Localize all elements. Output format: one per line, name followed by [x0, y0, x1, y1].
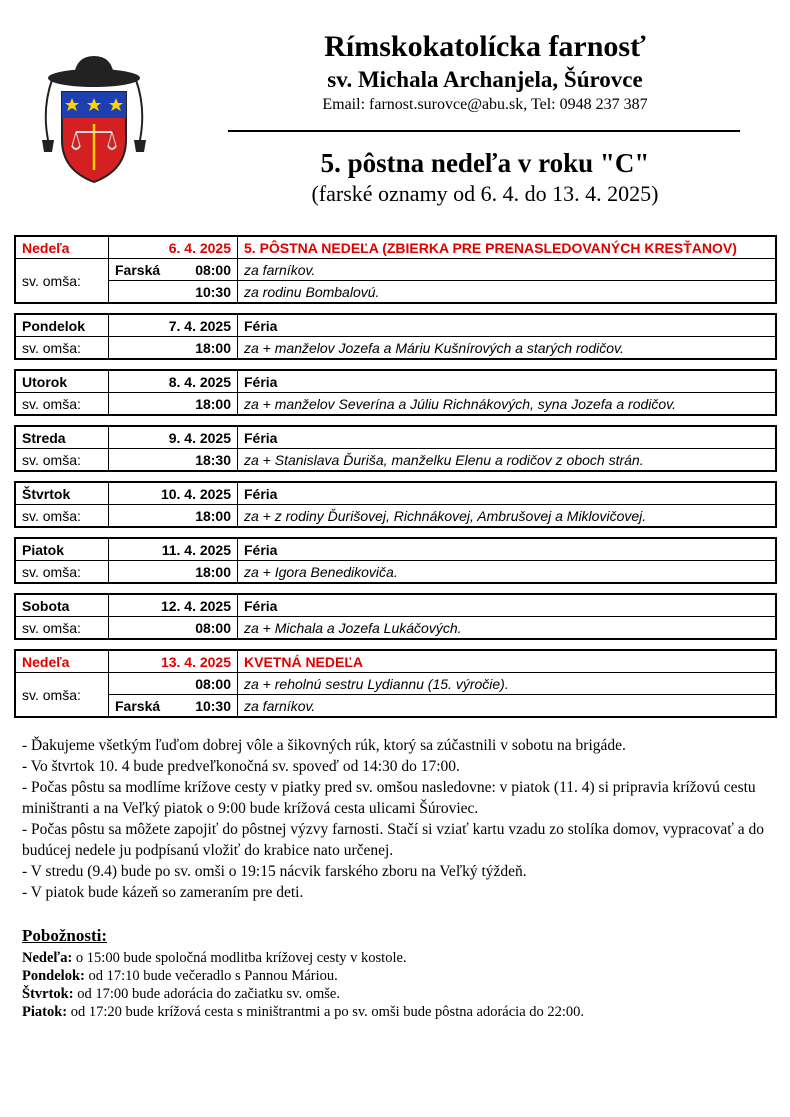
mass-label: sv. omša:: [15, 505, 109, 528]
mass-row: [15, 673, 776, 695]
day-table: [14, 649, 777, 718]
mass-time: 18:00: [195, 339, 231, 356]
day-table: [14, 235, 777, 304]
mass-time: 18:30: [195, 451, 231, 468]
day-date: 9. 4. 2025: [109, 426, 238, 449]
mass-intention: za + Michala a Jozefa Lukáčových.: [238, 617, 777, 640]
day-header-row: [15, 482, 776, 505]
day-name: Pondelok: [22, 317, 86, 334]
day-name: Štvrtok: [22, 485, 71, 502]
day-name: Utorok: [22, 373, 68, 390]
mass-row: [15, 449, 776, 472]
mass-time: 18:00: [195, 507, 231, 524]
parish-patron: sv. Michala Archanjela, Šúrovce: [327, 67, 643, 92]
devotion-text: o 15:00 bude spoločná modlitba krížovej cesty v kostole.: [72, 950, 407, 966]
announcement-item: - Počas pôstu sa môžete zapojiť do pôstnej výzvy farnosti. Stačí si vziať kartu vzadu zo stolíka domov, vypracovať a do budúcej nedele ju podpísanú vložiť do krabice nato určenej.: [22, 821, 765, 859]
day-header-row: [15, 314, 776, 337]
day-feast: Féria: [238, 370, 777, 393]
day-table: [14, 481, 777, 528]
devotion-text: od 17:20 bude krížová cesta s miništrantmi a po sv. omši bude pôstna adorácia do 22:00.: [67, 1004, 585, 1020]
mass-label: sv. omša:: [15, 673, 109, 718]
mass-label: sv. omša:: [15, 449, 109, 472]
day-table: [14, 313, 777, 360]
mass-intention: za farníkov.: [238, 695, 777, 718]
parish-title-block: [230, 28, 740, 116]
parish-contact: Email: farnost.surovce@abu.sk, Tel: 0948 237 387: [322, 96, 648, 113]
announcements: [22, 735, 782, 903]
mass-intention: za + Stanislava Ďuriša, manželku Elenu a rodičov z oboch strán.: [238, 449, 777, 472]
announcement-item: - Počas pôstu sa modlíme krížove cesty v piatky pred sv. omšou nasledovne: v piatok (11. 4) si pripravia krížovú cestu miništranti a na Veľký piatok o 9:00 bude krížová cesta ulicami Šúroviec.: [22, 779, 756, 817]
day-header-row: [15, 538, 776, 561]
day-date: 7. 4. 2025: [109, 314, 238, 337]
mass-label: sv. omša:: [15, 561, 109, 584]
mass-intention: za + reholnú sestru Lydiannu (15. výročie).: [238, 673, 777, 695]
mass-time: 10:30: [195, 697, 231, 714]
mass-intention: za + Igora Benedikoviča.: [238, 561, 777, 584]
week-title: 5. pôstna nedeľa v roku "C": [320, 148, 650, 178]
day-date: 6. 4. 2025: [109, 236, 238, 259]
devotions: [22, 925, 782, 1021]
devotion-item: [22, 985, 782, 1003]
mass-row: [15, 281, 776, 304]
mass-row: [15, 695, 776, 718]
day-header-row: [15, 650, 776, 673]
mass-intention: za + manželov Severína a Júliu Richnákových, syna Jozefa a rodičov.: [238, 393, 777, 416]
mass-label: sv. omša:: [15, 617, 109, 640]
day-date: 10. 4. 2025: [109, 482, 238, 505]
day-date: 8. 4. 2025: [109, 370, 238, 393]
day-date: 13. 4. 2025: [109, 650, 238, 673]
header-divider: [228, 130, 740, 132]
day-name: Piatok: [22, 541, 65, 558]
devotion-text: od 17:10 bude večeradlo s Pannou Máriou.: [84, 968, 338, 984]
devotion-item: [22, 1003, 782, 1021]
mass-label: sv. omša:: [15, 393, 109, 416]
week-title-block: [230, 146, 740, 208]
day-name: Streda: [22, 429, 66, 446]
devotion-text: od 17:00 bude adorácia do začiatku sv. omše.: [73, 986, 340, 1002]
mass-label: sv. omša:: [15, 337, 109, 360]
mass-time: 08:00: [195, 675, 231, 692]
day-feast: 5. PÔSTNA NEDEĽA (ZBIERKA PRE PRENASLEDOVANÝCH KRESŤANOV): [238, 236, 777, 259]
day-name: Nedeľa: [22, 653, 70, 670]
mass-row: [15, 259, 776, 281]
day-feast: KVETNÁ NEDEĽA: [238, 650, 777, 673]
day-feast: Féria: [238, 426, 777, 449]
devotion-day: Nedeľa:: [22, 950, 73, 966]
day-table: [14, 425, 777, 472]
day-header-row: [15, 594, 776, 617]
mass-row: [15, 393, 776, 416]
day-header-row: [15, 426, 776, 449]
mass-label: sv. omša:: [15, 259, 109, 304]
mass-row: [15, 337, 776, 360]
devotion-item: [22, 949, 782, 967]
mass-time: 18:00: [195, 395, 231, 412]
announcement-item: - V piatok bude kázeň so zameraním pre deti.: [22, 884, 304, 901]
day-table: [14, 537, 777, 584]
mass-intention: za farníkov.: [238, 259, 777, 281]
mass-row: [15, 561, 776, 584]
devotions-title: Pobožnosti:: [22, 926, 107, 945]
day-header-row: [15, 370, 776, 393]
devotion-day: Pondelok:: [22, 968, 85, 984]
announcement-item: - V stredu (9.4) bude po sv. omši o 19:15 nácvik farského zboru na Veľký týždeň.: [22, 863, 527, 880]
day-date: 11. 4. 2025: [109, 538, 238, 561]
mass-time: 18:00: [195, 563, 231, 580]
announcement-item: - Ďakujeme všetkým ľuďom dobrej vôle a šikovných rúk, ktorý sa zúčastnili v sobotu na brigáde.: [22, 737, 626, 754]
devotion-day: Piatok:: [22, 1004, 68, 1020]
announcement-item: - Vo štvrtok 10. 4 bude predveľkonočná sv. spoveď od 14:30 do 17:00.: [22, 758, 460, 775]
mass-intention: za rodinu Bombalovú.: [238, 281, 777, 304]
mass-place: Farská: [115, 697, 161, 714]
parish-name: Rímskokatolícka farnosť: [324, 30, 646, 63]
devotion-item: [22, 967, 782, 985]
day-table: [14, 369, 777, 416]
mass-time: 10:30: [195, 283, 231, 300]
day-name: Sobota: [22, 597, 70, 614]
day-date: 12. 4. 2025: [109, 594, 238, 617]
mass-intention: za + z rodiny Ďurišovej, Richnákovej, Ambrušovej a Miklovičovej.: [238, 505, 777, 528]
day-feast: Féria: [238, 482, 777, 505]
day-name: Nedeľa: [22, 239, 70, 256]
header: [0, 0, 790, 215]
week-subtitle: (farské oznamy od 6. 4. do 13. 4. 2025): [311, 181, 659, 206]
day-feast: Féria: [238, 594, 777, 617]
mass-intention: za + manželov Jozefa a Máriu Kušnírových a starých rodičov.: [238, 337, 777, 360]
parish-coat-of-arms-icon: [30, 48, 158, 188]
devotion-day: Štvrtok:: [22, 986, 74, 1002]
schedule: [14, 235, 777, 727]
mass-time: 08:00: [195, 619, 231, 636]
mass-place: Farská: [115, 261, 161, 278]
mass-row: [15, 617, 776, 640]
day-header-row: [15, 236, 776, 259]
day-feast: Féria: [238, 314, 777, 337]
day-feast: Féria: [238, 538, 777, 561]
mass-row: [15, 505, 776, 528]
day-table: [14, 593, 777, 640]
mass-time: 08:00: [195, 261, 231, 278]
